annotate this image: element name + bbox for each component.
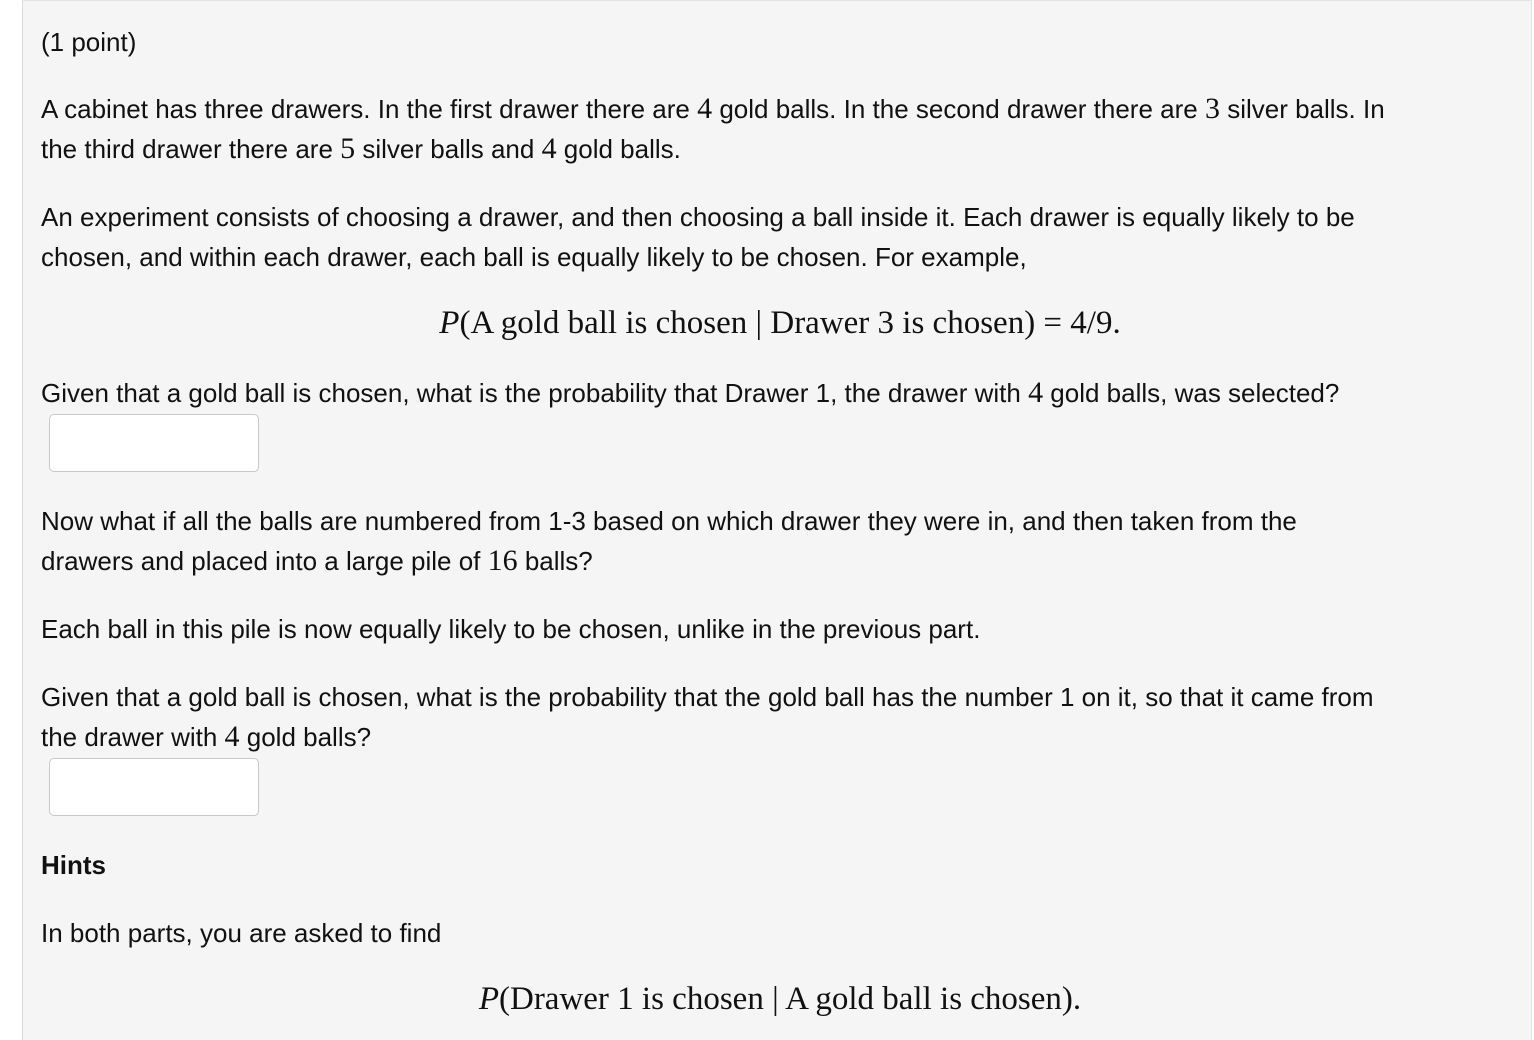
gold-count-drawer-3: 4 xyxy=(541,132,557,165)
question-text: Given that a gold ball is chosen, what is the probability that Drawer 1, the drawer with xyxy=(41,378,1029,408)
intro-line-1 xyxy=(41,89,1385,129)
intro-text: gold balls. In the second drawer there are xyxy=(712,94,1205,124)
hints-heading: Hints xyxy=(41,850,106,880)
formula-body: (Drawer 1 is chosen | A gold ball is chosen). xyxy=(499,981,1082,1017)
pile-count: 16 xyxy=(487,544,518,577)
silver-count-drawer-3: 5 xyxy=(340,132,356,165)
question-text: the drawer with xyxy=(41,722,225,752)
intro-text: A cabinet has three drawers. In the first drawer there are xyxy=(41,94,698,124)
intro-text: gold balls. xyxy=(556,134,681,164)
problem-panel xyxy=(22,0,1532,1040)
formula-p: P xyxy=(478,981,499,1017)
hints-text: In both parts, you are asked to find xyxy=(41,918,442,948)
gold-count: 4 xyxy=(1028,376,1044,409)
equally-likely-text: Each ball in this pile is now equally likely to be chosen, unlike in the previous part. xyxy=(41,614,981,644)
pile-text: drawers and placed into a large pile of xyxy=(41,546,488,576)
points-label: (1 point) xyxy=(41,27,137,57)
formula-body: (A gold ball is chosen | Drawer 3 is chosen) = 4/9. xyxy=(459,305,1121,341)
answer-input-2[interactable] xyxy=(49,758,259,816)
experiment-line-2: chosen, and within each drawer, each ball is equally likely to be chosen. For example, xyxy=(41,242,1027,272)
experiment-line-1: An experiment consists of choosing a drawer, and then choosing a ball inside it. Each drawer is equally likely to be xyxy=(41,202,1355,232)
question-text: gold balls? xyxy=(239,722,372,752)
pile-text: balls? xyxy=(517,546,593,576)
intro-line-2 xyxy=(41,129,681,169)
answer-input-1[interactable] xyxy=(49,414,259,472)
example-formula xyxy=(41,303,1519,343)
question-2-line-1: Given that a gold ball is chosen, what is the probability that the gold ball has the number 1 on it, so that it came from xyxy=(41,682,1374,712)
intro-text: the third drawer there are xyxy=(41,134,341,164)
gold-count: 4 xyxy=(224,720,240,753)
intro-text: silver balls. In xyxy=(1219,94,1385,124)
gold-count-drawer-1: 4 xyxy=(697,92,713,125)
pile-line-2 xyxy=(41,541,593,581)
intro-text: silver balls and xyxy=(355,134,542,164)
hints-formula xyxy=(41,979,1519,1019)
question-2-line-2 xyxy=(41,717,371,757)
silver-count-drawer-2: 3 xyxy=(1204,92,1220,125)
question-1-text xyxy=(41,373,1339,413)
pile-line-1: Now what if all the balls are numbered from 1-3 based on which drawer they were in, and then taken from the xyxy=(41,506,1297,536)
question-text: gold balls, was selected? xyxy=(1043,378,1340,408)
formula-p: P xyxy=(439,305,460,341)
